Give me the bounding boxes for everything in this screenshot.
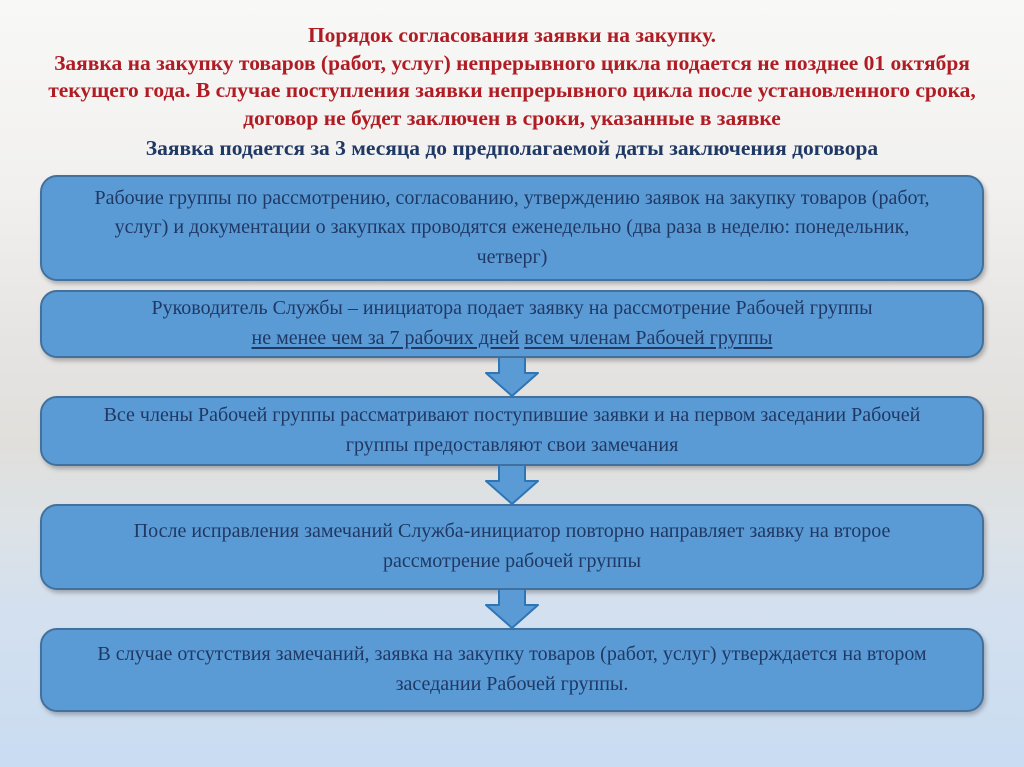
down-arrow-icon: [40, 589, 984, 629]
flow-box-1: [40, 175, 984, 281]
flow: [40, 175, 984, 712]
flow-box-2: [40, 290, 984, 358]
flow-box-text: Руководитель Службы – инициатора подает заявку на рассмотрение Рабочей группы не менее чем за 7 рабочих дней всем членам Рабочей группы: [151, 297, 873, 349]
flow-box-4: [40, 504, 984, 590]
flow-box-text: Все члены Рабочей группы рассматривают поступившие заявки и на первом заседании Рабочей группы предоставляют свои замечания: [103, 404, 921, 456]
flow-box-text: В случае отсутствия замечаний, заявка на закупку товаров (работ, услуг) утверждается на втором заседании Рабочей группы.: [97, 643, 927, 695]
flow-box-5: [40, 628, 984, 712]
subtitle: Заявка подается за 3 месяца до предполагаемой даты заключения договора: [145, 136, 879, 161]
flow-box-text: Рабочие группы по рассмотрению, согласованию, утверждению заявок на закупку товаров (работ, услуг) и документации о закупках проводятся еженедельно (два раза в неделю: понедельник, четверг): [94, 186, 930, 268]
title-line-2: Заявка на закупку товаров (работ, услуг) непрерывного цикла подается не позднее 01 октября текущего года. В случае поступления заявки непрерывного цикла после установленного срока, договор не будет заключен в сроки, указанные в заявке: [48, 50, 976, 130]
flow-box-3: [40, 396, 984, 466]
flow-box-text: После исправления замечаний Служба-инициатор повторно направляет заявку на второе рассмотрение рабочей группы: [133, 520, 891, 572]
slide-header: [0, 0, 1024, 163]
down-arrow-icon: [40, 357, 984, 397]
down-arrow-icon: [40, 465, 984, 505]
title-line-1: Порядок согласования заявки на закупку.: [307, 23, 717, 47]
